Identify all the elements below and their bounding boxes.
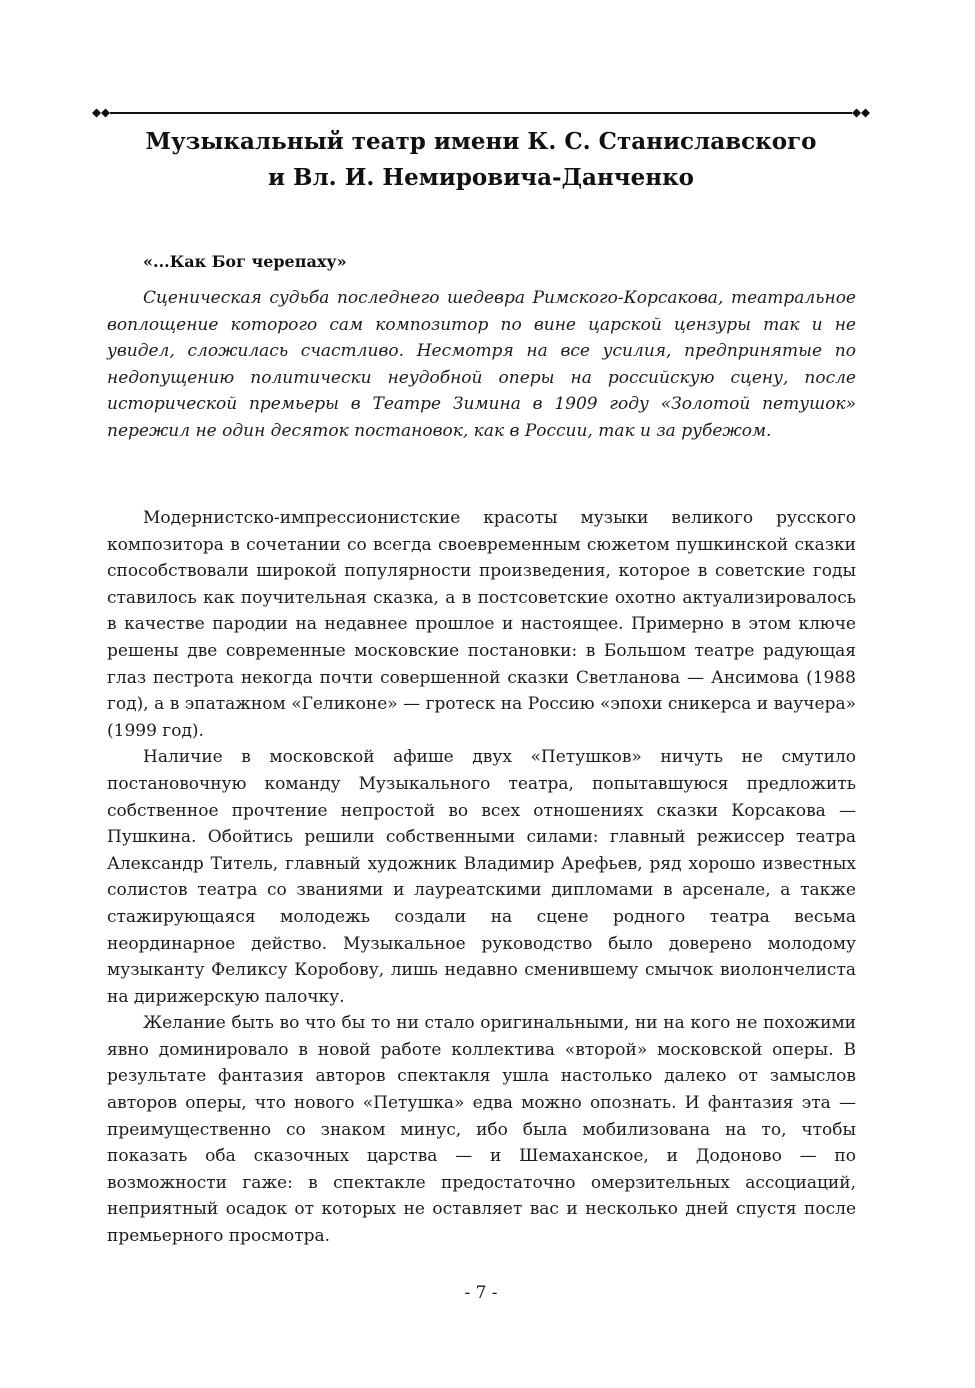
- right-diamond-icon: [852, 109, 861, 118]
- body-paragraph-1: Модернистско-импрессионистские красоты музыки великого русского композитора в сочетании со всегда своевременным сюжетом пушкинской сказки способствовали широкой популярности произведения, которое в советские годы ставилось как поучительная сказка, а в постсоветские охотно актуализировалось в качестве пародии на недавнее прошлое и настоящее. Примерно в этом ключе решены две современные московские постановки: в Большом театре радующая глаз пестрота некогда почти совершенной сказки Светланова — Ансимова (1988 год), а в эпатажном «Геликоне» — гротеск на Россию «эпохи сникерса и ваучера» (1999 год).: [107, 508, 856, 741]
- page-title-line-1: Музыкальный театр имени К. С. Станиславского: [145, 128, 817, 155]
- page-title-line-2: и Вл. И. Немировича-Данченко: [267, 164, 695, 191]
- article-epigraph: Сценическая судьба последнего шедевра Римского-Корсакова, театральное воплощение которого сам композитор по вине царской цензуры так и не увидел, сложилась счастливо. Несмотря на все усилия, предпринятые по недопущению политически неудобной оперы на российскую сцену, после исторической премьеры в Театре Зимина в 1909 году «Золотой петушок» пережил не один десяток постановок, как в России, так и за рубежом.: [107, 288, 856, 441]
- left-diamond-icon: [92, 109, 101, 118]
- article-subtitle: «...Как Бог черепаху»: [143, 252, 347, 271]
- body-paragraph-2: Наличие в московской афише двух «Петушков» ничуть не смутило постановочную команду Музыкального театра, попытавшуюся предложить собственное прочтение непростой во всех отношениях сказки Корсакова — Пушкина. Обойтись решили собственными силами: главный режиссер театра Александр Титель, главный художник Владимир Арефьев, ряд хорошо известных солистов театра со званиями и лауреатскими дипломами в арсенале, а также стажирующаяся молодежь создали на сцене родного театра весьма неординарное действо. Музыкальное руководство было доверено молодому музыканту Феликсу Коробову, лишь недавно сменившему смычок виолончелиста на дирижерскую палочку.: [107, 747, 856, 1007]
- right-diamond-icon: [861, 109, 870, 118]
- page-number: - 7 -: [464, 1283, 498, 1303]
- article-body: [107, 505, 856, 1250]
- body-paragraph-3: Желание быть во что бы то ни стало оригинальными, ни на кого не похожими явно доминировало в новой работе коллектива «второй» московской оперы. В результате фантазия авторов спектакля ушла настолько далеко от замыслов авторов оперы, что нового «Петушка» едва можно опознать. И фантазия эта — преимущественно со знаком минус, ибо была мобилизована на то, чтобы показать оба сказочных царства — и Шемаханское, и Додоново — по возможности гаже: в спектакле предостаточно омерзительных ассоциаций, неприятный осадок от которых не оставляет вас и несколько дней спустя после премьерного просмотра.: [107, 1013, 856, 1247]
- header-ornament-rule: [90, 105, 872, 121]
- page-title: [96, 124, 866, 196]
- left-diamond-icon: [101, 109, 110, 118]
